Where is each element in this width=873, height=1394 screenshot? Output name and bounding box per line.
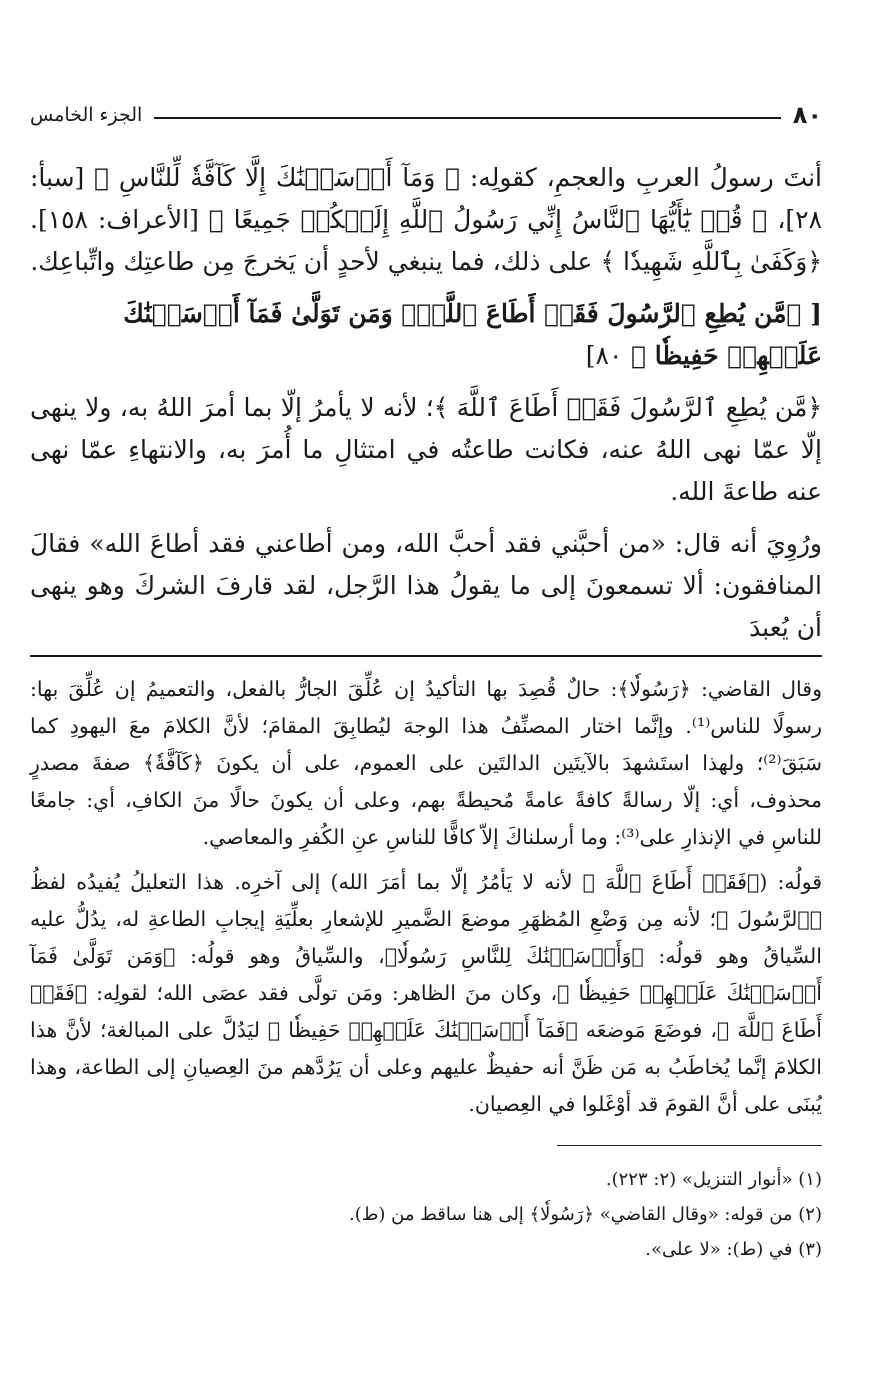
main-text	[30, 157, 822, 649]
footnote: (٣) في (ط): «لا على».	[645, 1239, 822, 1260]
commentary-paragraph: قولُه: (﴿فَقَدۡ أَطَاعَ ٱللَّهَ ﴾ لأنه لا يَأمُرُ إلّا بما أمَرَ الله) إلى آخرِه. هذا التعليلُ يُفيدُه لفظُ ﴿ٱلرَّسُولَ ﴾؛ لأنه مِن وَضْعِ المُظهَرِ موضعَ الضَّميرِ للإشعارِ بعلِّيَةِ إيجابِ الطاعةِ له، يدُلُّ عليه السِّياقُ وهو قولُه: ﴿وَأَرۡسَلۡنَٰكَ لِلنَّاسِ رَسُولٗا﴾، والسِّياقُ وهو قولُه: ﴿وَمَن تَوَلَّىٰ فَمَآ أَرۡسَلۡنَٰكَ عَلَيۡهِمۡ حَفِيظٗا ﴾، وكان منَ الظاهر: ومَن تولَّى فقد عصَى الله؛ لقولِه: ﴿فَقَدۡ أَطَاعَ ٱللَّهَ ﴾، فوضَعَ مَوضعَه ﴿فَمَآ أَرۡسَلۡنَٰكَ عَلَيۡهِمۡ حَفِيظٗا ﴾ ليَدُلَّ على المبالغة؛ لأنَّ هذا الكلامَ إنَّما يُخاطَبُ به مَن ظَنَّ أنه حفيظٌ عليهم وعلى أن يَرُدَّهم منَ العِصيانِ إلى الطاعة، وهذا يُبنَى على أنَّ القومَ قد أوْغَلوا في العِصيان.	[30, 870, 822, 1116]
commentary	[30, 671, 822, 1123]
page-number: ٨٠	[792, 101, 822, 129]
verse-line	[30, 293, 822, 377]
running-header	[30, 95, 822, 135]
footnote: (١) «أنوار التنزيل» (٢: ٢٢٣).	[605, 1169, 822, 1190]
footnote: (٢) من قوله: «وقال القاضي» ﴿رَسُولٗا﴾ إلى هنا ساقط من (ط).	[349, 1204, 822, 1225]
main-paragraph: أنتَ رسولُ العربِ والعجمِ، كقولِه: ﴿ وَمَآ أَرۡسَلۡنَٰكَ إِلَّا كَآفَّةٗ لِّلنَّاسِ ﴾ [سبأ: ٢٨]، ﴿ قُلۡ يَٰٓأَيُّهَا ٱلنَّاسُ إِنِّي رَسُولُ ٱللَّهِ إِلَيۡكُمۡ جَمِيعًا ﴾ [الأعراف: ١٥٨]. ﴿وَكَفَىٰ بِٱللَّهِ شَهِيدٗا ﴾ على ذلك، فما ينبغي لأحدٍ أن يَخرجَ مِن طاعتِك واتِّباعِك.	[30, 163, 822, 276]
commentary-divider	[30, 655, 822, 657]
main-paragraph: ﴿مَّن يُطِعِ ٱلرَّسُولَ فَقَدۡ أَطَاعَ ٱللَّهَ ﴾؛ لأنه لا يأمرُ إلّا بما أمرَ اللهُ به، ولا ينهى إلّا عمّا نهى اللهُ عنه، فكانت طاعتُه في امتثالِ ما أُمرَ به، والانتهاءِ عمّا نهى عنه طاعةَ الله.	[30, 393, 822, 506]
verse-text: [ ﴿مَّن يُطِعِ ٱلرَّسُولَ فَقَدۡ أَطَاعَ ٱللَّهَۖ وَمَن تَوَلَّىٰ فَمَآ أَرۡسَلۡنَٰكَ عَلَيۡهِمۡ حَفِيظٗا ﴾	[123, 299, 822, 370]
main-paragraph: ورُوِيَ أنه قال: «من أحبَّني فقد أحبَّ الله، ومن أطاعني فقد أطاعَ الله» فقالَ المنافقون: ألا تسمعونَ إلى ما يقولُ هذا الرَّجل، لقد قارفَ الشركَ وهو ينهى أن يُعبدَ	[30, 529, 822, 642]
verse-number: ٨٠]	[585, 341, 623, 370]
header-rule	[154, 117, 780, 119]
book-page	[30, 95, 822, 1267]
footnotes	[30, 1162, 822, 1267]
footnote-rule	[557, 1145, 822, 1146]
commentary-paragraph: وقال القاضي: ﴿رَسُولٗا﴾: حالٌ قُصِدَ بها التأكيدُ إن عُلِّقَ الجارُّ بالفعل، والتعميمُ إن عُلِّقَ بها: رسولًا للناس⁽¹⁾. وإنَّما اختار المصنِّفُ هذا الوجهَ ليُطابِقَ المقامَ؛ لأنَّ الكلامَ معَ اليهودِ كما سَبَقَ⁽²⁾؛ ولهذا استَشهدَ بالآيتَين الدالتَين على العموم، على أن يكونَ ﴿كَآفَّةٗ﴾ صفةَ مصدرٍ محذوف، أي: إلّا رسالةً كافةً عامةً مُحيطةً بهم، وعلى أن يكونَ حالًا منَ الكافِ، أي: جامعًا للناسِ في الإنذارِ على⁽³⁾: وما أرسلناكَ إلاّ كافًّا للناسِ عنِ الكُفرِ والمعاصي.	[30, 677, 822, 849]
part-title: الجزء الخامس	[30, 104, 143, 126]
